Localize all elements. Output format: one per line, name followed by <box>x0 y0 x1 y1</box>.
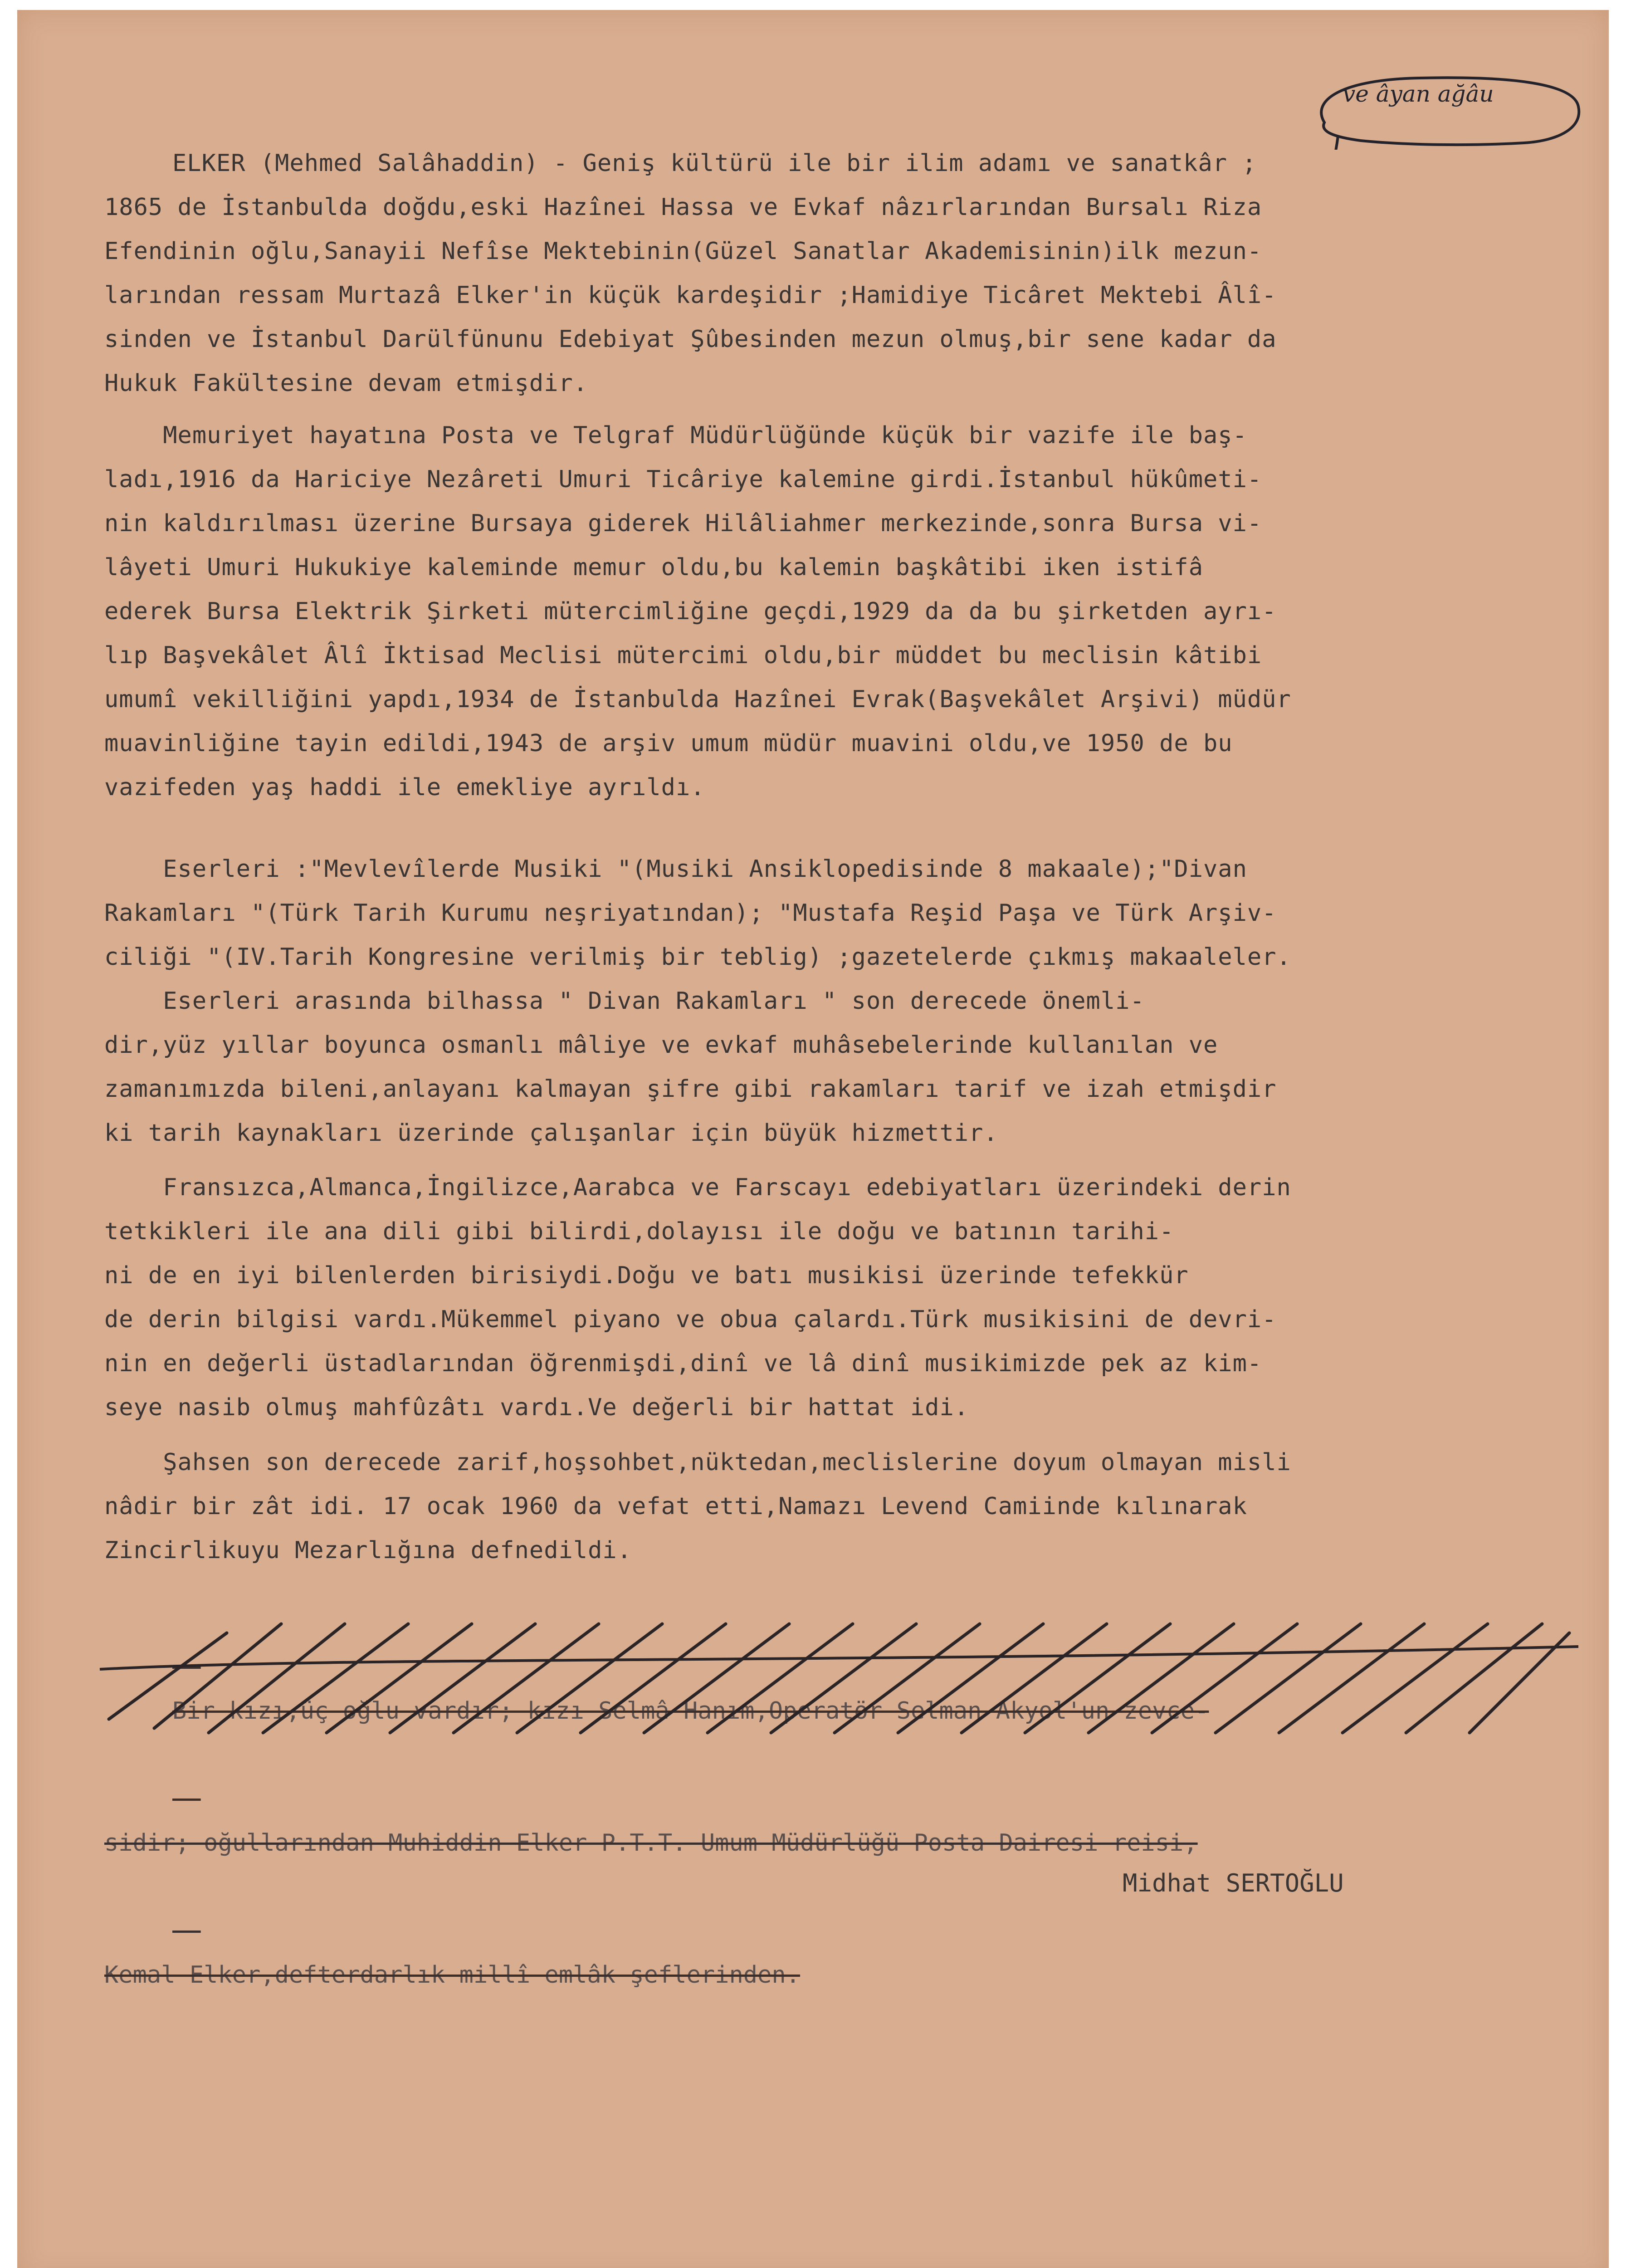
text-line: Şahsen son derecede zarif,hoşsohbet,nüktedan,meclislerine doyum olmayan misli <box>104 1449 1291 1476</box>
text-line: Zincirlikuyu Mezarlığına defnedildi. <box>104 1537 632 1564</box>
text-line: nin kaldırılması üzerine Bursaya giderek Hilâliahmer merkezinde,sonra Bursa vi- <box>104 510 1262 537</box>
paragraph-intro <box>104 142 1587 406</box>
text-line: dir,yüz yıllar boyunca osmanlı mâliye ve evkaf muhâsebelerinde kullanılan ve <box>104 1031 1218 1059</box>
text-line: tetkikleri ile ana dili gibi bilirdi,dolayısı ile doğu ve batının tarihi- <box>104 1218 1174 1245</box>
text-line: larından ressam Murtazâ Elker'in küçük kardeşidir ;Hamidiye Ticâret Mektebi Âlî- <box>104 282 1277 309</box>
text-line: umumî vekilliğini yapdı,1934 de İstanbulda Hazînei Evrak(Başvekâlet Arşivi) müdür <box>104 686 1291 713</box>
text-line: ni de en iyi bilenlerden birisiydi.Doğu ve batı musikisi üzerinde tefekkür <box>104 1262 1189 1289</box>
text-line: Fransızca,Almanca,İngilizce,Aarabca ve Farscayı edebiyatları üzerindeki derin <box>104 1174 1291 1201</box>
text-line: Efendinin oğlu,Sanayii Nefîse Mektebinin(Güzel Sanatlar Akademisinin)ilk mezun- <box>104 238 1262 265</box>
text-line: Hukuk Fakültesine devam etmişdir. <box>104 370 588 397</box>
text-line: Eserleri :"Mevlevîlerde Musiki "(Musiki Ansiklopedisinde 8 makaale);"Divan <box>104 855 1247 883</box>
text-line: vazifeden yaş haddi ile emekliye ayrıldı. <box>104 774 705 801</box>
text-line: seye nasib olmuş mahfûzâtı vardı.Ve değerli bir hattat idi. <box>104 1394 969 1421</box>
paragraph-languages <box>104 1166 1587 1430</box>
text-line: nâdir bir zât idi. 17 ocak 1960 da vefat etti,Namazı Levend Camiinde kılınarak <box>104 1493 1247 1520</box>
text-line: 1865 de İstanbulda doğdu,eski Hazînei Hassa ve Evkaf nâzırlarından Bursalı Riza <box>104 194 1262 221</box>
text-line: Memuriyet hayatına Posta ve Telgraf Müdürlüğünde küçük bir vazife ile baş- <box>104 422 1247 449</box>
margin-note: ve âyan ağâu <box>1343 81 1494 107</box>
text-line: ederek Bursa Elektrik Şirketi mütercimliğine geçdi,1929 da da bu şirketden ayrı- <box>104 598 1277 625</box>
cross-out-scribble <box>91 1606 1587 1742</box>
text-line: de derin bilgisi vardı.Mükemmel piyano ve obua çalardı.Türk musikisini de devri- <box>104 1306 1277 1333</box>
text-line: ciliği "(IV.Tarih Kongresine verilmiş bir teblig) ;gazetelerde çıkmış makaaleler. <box>104 943 1291 971</box>
text-line: ki tarih kaynakları üzerinde çalışanlar için büyük hizmettir. <box>104 1119 998 1147</box>
struck-line: sidir; oğullarından Muhiddin Elker P.T.T. Umum Müdürlüğü Posta Dairesi reisi, <box>104 1829 1198 1857</box>
text-line: Rakamları "(Türk Tarih Kurumu neşriyatından); "Mustafa Reşid Paşa ve Türk Arşiv- <box>104 899 1277 927</box>
struck-line: Kemal Elker,defterdarlık millî emlâk şeflerinden. <box>104 1961 801 1989</box>
text-line: lıp Başvekâlet Âlî İktisad Meclisi mütercimi oldu,bir müddet bu meclisin kâtibi <box>104 642 1262 669</box>
text-line: lâyeti Umuri Hukukiye kaleminde memur oldu,bu kalemin başkâtibi iken istifâ <box>104 554 1203 581</box>
text-line: ELKER (Mehmed Salâhaddin) - Geniş kültürü ile bir ilim adamı ve sanatkâr ; <box>172 150 1257 177</box>
paragraph-career <box>104 414 1587 810</box>
paragraph-character <box>104 1441 1587 1573</box>
margin-note-loop <box>1306 68 1587 150</box>
text-line: nin en değerli üstadlarından öğrenmişdi,dinî ve lâ dinî musikimizde pek az kim- <box>104 1350 1262 1377</box>
paragraph-works <box>104 847 1587 1155</box>
text-line: muavinliğine tayin edildi,1943 de arşiv umum müdür muavini oldu,ve 1950 de bu <box>104 730 1233 757</box>
text-line: Eserleri arasında bilhassa " Divan Rakamları " son derecede önemli- <box>104 987 1145 1015</box>
text-line: ladı,1916 da Hariciye Nezâreti Umuri Ticâriye kalemine girdi.İstanbul hükûmeti- <box>104 466 1262 493</box>
text-line: zamanımızda bileni,anlayanı kalmayan şifre gibi rakamları tarif ve izah etmişdir <box>104 1075 1277 1103</box>
text-line: sinden ve İstanbul Darülfünunu Edebiyat Şûbesinden mezun olmuş,bir sene kadar da <box>104 326 1277 353</box>
signature: Midhat SERTOĞLU <box>1123 1869 1344 1897</box>
struck-line: Bir kızı,üç oğlu vardır; kızı Selmâ Hanım,Operatör Selman Akyol'un zevce- <box>172 1697 1209 1725</box>
